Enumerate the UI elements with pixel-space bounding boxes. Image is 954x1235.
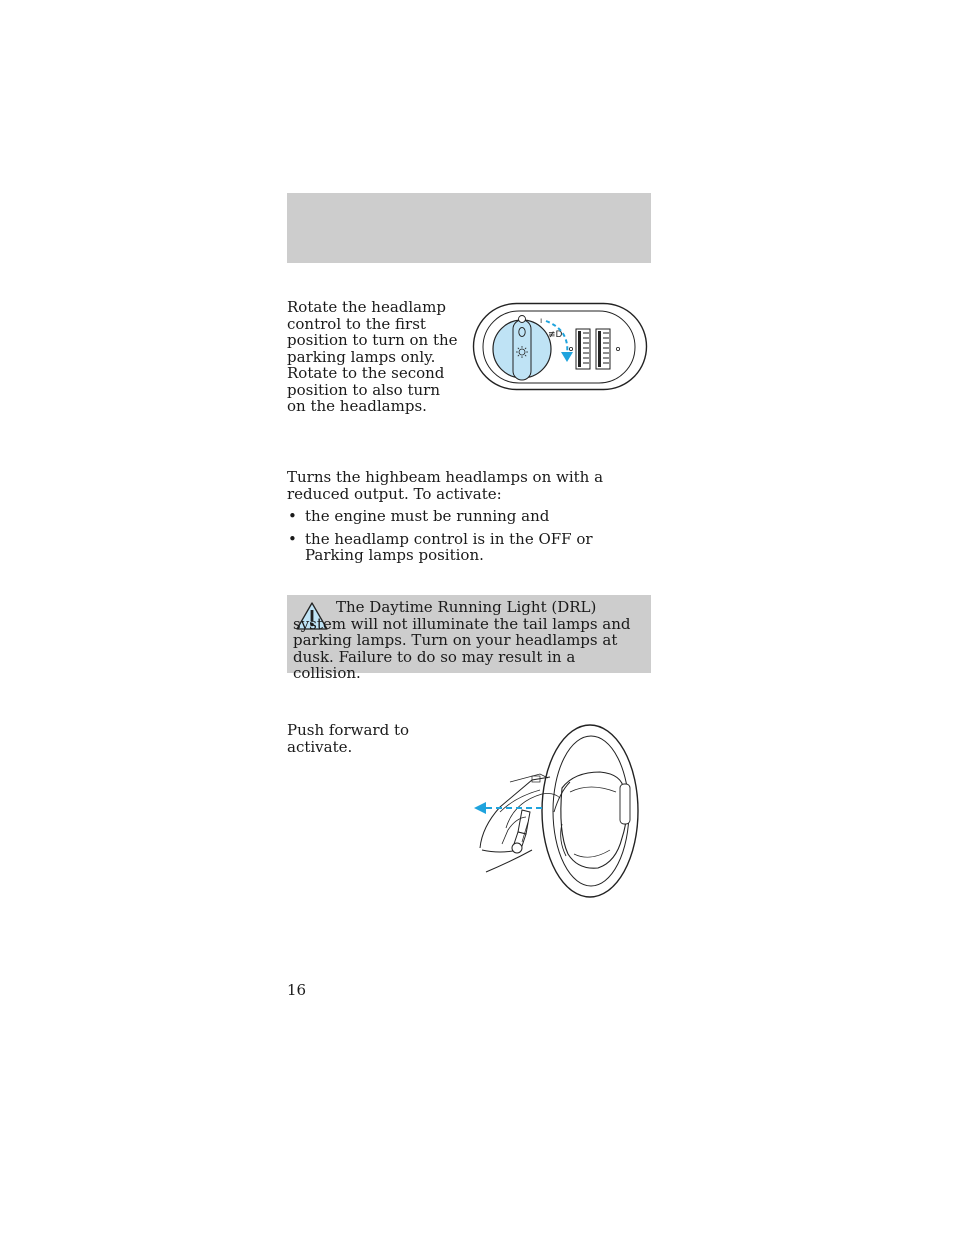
section-header-bar — [287, 193, 651, 263]
multifunction-lever — [502, 810, 530, 853]
headlamp-instructions: Rotate the headlamp control to the first position to turn on the parking lamps only. Rotate to the second position to also turn on the headlamps. — [287, 298, 458, 415]
headlamp-control-illustration — [472, 302, 650, 392]
warning-box — [287, 595, 651, 682]
steering-wheel — [542, 725, 638, 897]
list-item: • the engine must be running and — [288, 507, 550, 525]
warning-text: The Daytime Running Light (DRL) system will not illuminate the tail lamps and parking lamps. Turn on your headlamps at dusk. Failure to do so may result in a collision. — [293, 598, 631, 682]
high-beam-instructions: Push forward to activate. — [287, 721, 410, 756]
fog-lamp-icon: ≢D — [548, 330, 563, 340]
page-number: 16 — [287, 981, 307, 999]
steering-wheel-illustration — [470, 722, 642, 902]
push-forward-arrow — [474, 802, 544, 814]
svg-text:ı: ı — [540, 316, 543, 325]
drl-requirements-list — [287, 508, 651, 570]
list-item: • the headlamp control is in the OFF or Parking lamps position. — [288, 529, 593, 564]
drl-description: Turns the highbeam headlamps on with a reduced output. To activate: — [287, 468, 604, 503]
